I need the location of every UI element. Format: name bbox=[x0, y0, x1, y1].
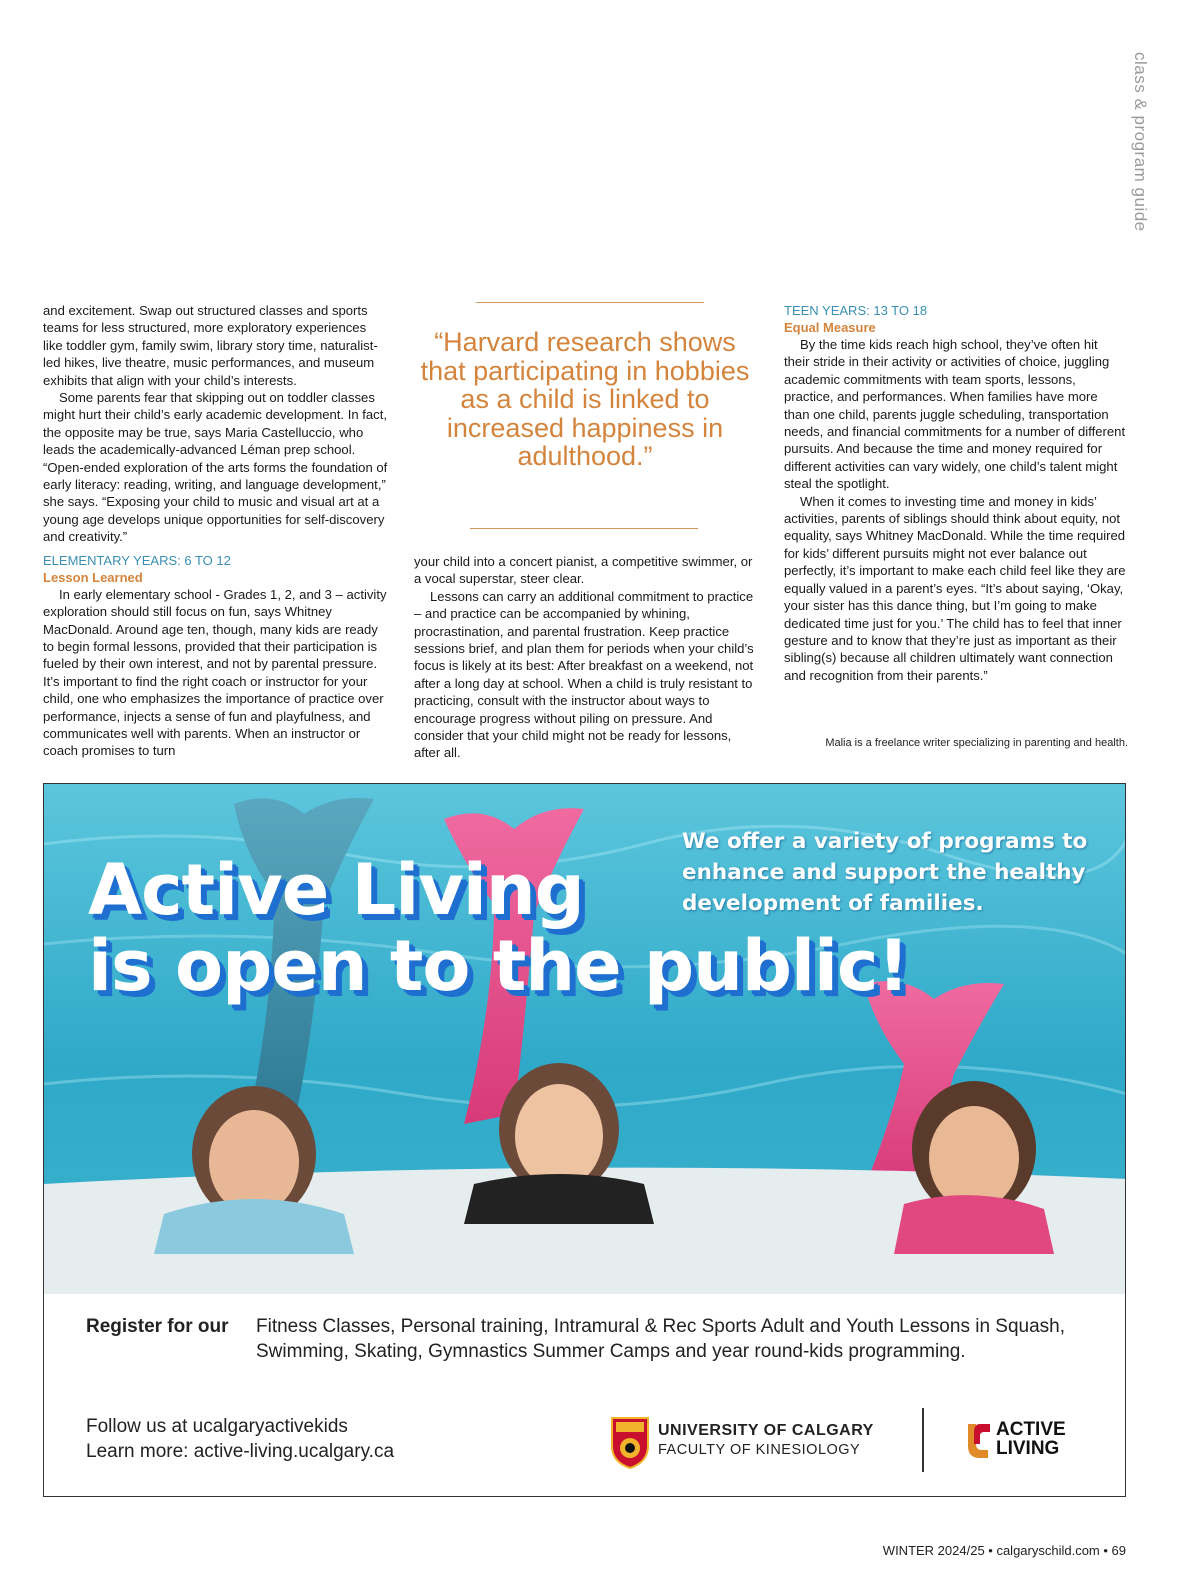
ad-register-text bbox=[86, 1314, 1106, 1362]
section-label-text: class & program guide bbox=[1131, 52, 1150, 232]
quote-rule-bottom bbox=[470, 528, 698, 529]
ad-headline-line-2: is open to the public! bbox=[88, 925, 909, 1007]
ad-headline-line-1: Active Living bbox=[88, 849, 584, 931]
uc-faculty: FACULTY OF KINESIOLOGY bbox=[658, 1442, 861, 1458]
article-column-1 bbox=[43, 302, 389, 760]
uc-crest-icon bbox=[610, 1416, 650, 1470]
register-lead: Register for our bbox=[86, 1316, 229, 1337]
section-subheading: Equal Measure bbox=[784, 320, 876, 335]
active-living-line-2: LIVING bbox=[996, 1438, 1060, 1459]
section-subheading: Lesson Learned bbox=[43, 569, 143, 585]
author-byline: Malia is a freelance writer specializing in parenting and health. bbox=[825, 737, 1128, 749]
logo-divider bbox=[922, 1408, 924, 1472]
active-living-logo bbox=[962, 1420, 1092, 1470]
pull-quote bbox=[420, 302, 750, 530]
section-label bbox=[1128, 52, 1158, 262]
active-living-wordmark bbox=[996, 1420, 1066, 1458]
paragraph: By the time kids reach high school, they’ve often hit their stride in their activity or activities of choice, juggling academic commitments with team sports, lessons, practice, and performances. When families have more than one child, parents juggle scheduling, transportation needs, and financial commitments for a number of different pursuits. And because the time and money required for different activities can vary widely, one child’s talent might steal the spotlight. bbox=[784, 337, 1126, 492]
article-column-2 bbox=[414, 553, 760, 762]
paragraph: In early elementary school - Grades 1, 2, and 3 – activity exploration should still focus on fun, says Whitney MacDonald. Around age ten, though, many kids are ready to begin formal lessons, provided that their participation is fueled by their own interest, and not by parental pressure. It’s important to find the right coach or instructor for your child, one who emphasizes the importance of practice over performance, injects a sense of fun and playfulness, and communicates well with parents. When an instructor or coach promises to turn bbox=[43, 586, 387, 759]
quote-rule-top bbox=[476, 302, 704, 303]
section-heading: TEEN YEARS: 13 TO 18 bbox=[784, 303, 928, 318]
page-footer: WINTER 2024/25 • calgaryschild.com • 69 bbox=[882, 1543, 1126, 1558]
uc-name: UNIVERSITY OF CALGARY bbox=[658, 1422, 874, 1439]
ad-photo bbox=[44, 784, 1126, 1294]
paragraph: When it comes to investing time and money in kids’ activities, parents of siblings should think about equity, not equality, says Whitney MacDonald. While the time required for kids’ different pursuits might not ever balance out perfectly, it’s important to make each child feel like they are equally valued in a parent’s eyes. “It’s about saying, ‘Okay, your sister has this dance thing, but I’m going to make dedicated time just for you.’ The child has to feel that inner gesture and to know that they’re just as important as their sibling(s) because all children ultimately want connection and recognition from their parents.” bbox=[784, 493, 1126, 683]
ad-follow-info bbox=[86, 1414, 394, 1464]
active-living-line-1: ACTIVE bbox=[996, 1419, 1066, 1440]
advertisement bbox=[43, 783, 1126, 1497]
website-link: Learn more: active-living.ucalgary.ca bbox=[86, 1441, 395, 1462]
section-heading: ELEMENTARY YEARS: 6 TO 12 bbox=[43, 552, 231, 568]
article-column-3 bbox=[784, 302, 1126, 684]
active-living-mark-icon bbox=[962, 1420, 994, 1462]
paragraph: Lessons can carry an additional commitment to practice – and practice can be accompanied by whining, procrastination, and parental frustration. Keep practice sessions brief, and plan them for periods when your child’s focus is likely at its best: After breakfast on a weekend, not after a long day at school. When a child is truly resistant to practicing, consult with the instructor about ways to encourage progress without piling on pressure. And consider that your child might not be ready for lessons, after all. bbox=[414, 588, 754, 761]
paragraph: and excitement. Swap out structured classes and sports teams for less structured, more exploratory experiences like toddler gym, family swim, library story time, naturalist-led hikes, live theatre, music performances, and museum exhibits that align with your child’s interests. bbox=[43, 303, 378, 388]
register-programs: Fitness Classes, Personal training, Intramural & Rec Sports Adult and Youth Lessons in Squash, Swimming, Skating, Gymnastics Summer Camps and year round-kids programming. bbox=[256, 1316, 1066, 1362]
paragraph: your child into a concert pianist, a competitive swimmer, or a vocal superstar, steer clear. bbox=[414, 554, 753, 587]
pull-quote-text: “Harvard research shows that participating in hobbies as a child is linked to increased happiness in adulthood.” bbox=[420, 327, 750, 472]
social-handle: Follow us at ucalgaryactivekids bbox=[86, 1416, 348, 1437]
university-of-calgary-logo bbox=[610, 1414, 910, 1474]
ad-tagline: We offer a variety of programs to enhance and support the healthy development of families. bbox=[682, 829, 1088, 916]
paragraph: Some parents fear that skipping out on toddler classes might hurt their child’s early academic development. In fact, the opposite may be true, says Maria Castelluccio, who leads the academically-advanced Léman prep school. “Open-ended exploration of the arts forms the foundation of early literacy: reading, writing, and language development,” she says. “Exposing your child to music and visual art at a young age develops unique opportunities for self-discovery and creativity.” bbox=[43, 390, 388, 545]
